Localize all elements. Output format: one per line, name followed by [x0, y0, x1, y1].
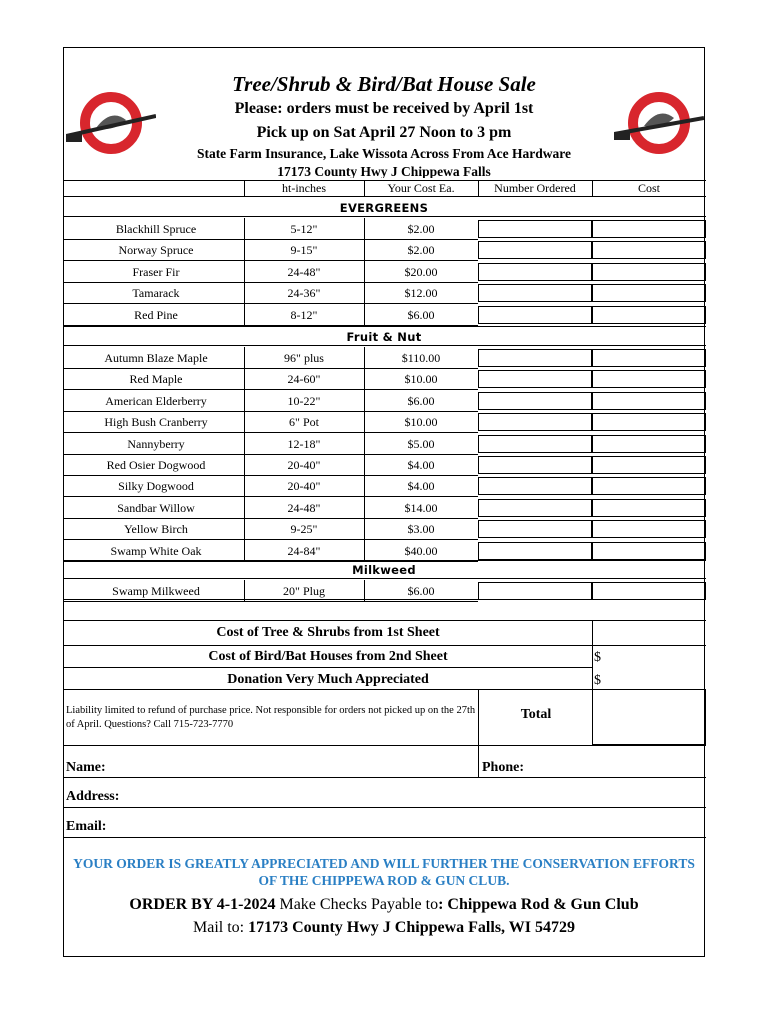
- item-name: Blackhill Spruce: [115, 222, 197, 236]
- order-by: ORDER BY 4-1-2024: [129, 896, 276, 913]
- number-ordered-field[interactable]: [478, 349, 592, 367]
- table-row: [64, 304, 704, 325]
- cost-field[interactable]: [592, 306, 706, 324]
- item-name: American Elderberry: [105, 393, 207, 408]
- number-ordered-field[interactable]: [478, 477, 592, 495]
- cost-field[interactable]: [592, 263, 706, 281]
- table-row: [64, 518, 704, 539]
- item-height: 96" plus: [284, 351, 324, 365]
- item-height: 9-25": [290, 522, 318, 537]
- item-height: 24-36": [287, 286, 321, 301]
- table-row: [64, 282, 704, 303]
- item-price: $4.00: [407, 479, 435, 494]
- number-ordered-field[interactable]: [478, 520, 592, 538]
- pickup-time: Pick up on Sat April 27 Noon to 3 pm: [256, 124, 512, 141]
- donation-dollar: $: [594, 673, 601, 688]
- item-price: $5.00: [407, 436, 435, 451]
- item-name: Fraser Fir: [132, 264, 180, 279]
- email-label: Email:: [66, 819, 107, 834]
- cost-field[interactable]: [592, 241, 706, 259]
- table-row: [64, 368, 704, 389]
- item-price: $110.00: [401, 351, 441, 365]
- number-ordered-field[interactable]: [478, 220, 592, 238]
- number-ordered-field[interactable]: [478, 392, 592, 410]
- number-ordered-field[interactable]: [478, 413, 592, 431]
- order-deadline: Please: orders must be received by April 1st: [234, 100, 534, 117]
- cost-field[interactable]: [592, 284, 706, 302]
- item-price: $2.00: [407, 243, 435, 258]
- number-ordered-field[interactable]: [478, 499, 592, 517]
- number-ordered-field[interactable]: [478, 241, 592, 259]
- number-ordered-field[interactable]: [478, 435, 592, 453]
- item-price: $10.00: [404, 372, 438, 387]
- summary-trees: Cost of Tree & Shrubs from 1st Sheet: [216, 625, 440, 640]
- appreciation-note: YOUR ORDER IS GREATLY APPRECIATED AND WILL FURTHER THE CONSERVATION EFFORTS OF THE CHIPPEWA ROD & GUN CLUB.: [73, 856, 695, 888]
- houses-dollar: $: [594, 650, 601, 665]
- item-height: 8-12": [290, 307, 318, 322]
- liability-note: Liability limited to refund of purchase price. Not responsible for orders not picked up on the 27th of April. Questions? Call 715-723-7770: [66, 705, 476, 730]
- number-ordered-field[interactable]: [478, 582, 592, 600]
- item-height: 5-12": [290, 222, 318, 236]
- table-row: [64, 433, 704, 454]
- payable-colon: :: [438, 896, 444, 913]
- item-height: 20" Plug: [283, 584, 325, 598]
- pickup-address: 17173 County Hwy J Chippewa Falls: [277, 164, 491, 178]
- item-name: Swamp White Oak: [110, 543, 202, 558]
- mail-label: Mail to:: [193, 919, 249, 936]
- total-label: Total: [520, 707, 552, 722]
- pickup-location: State Farm Insurance, Lake Wissota Across From Ace Hardware: [196, 146, 572, 161]
- col-number-ordered: Number Ordered: [494, 181, 576, 195]
- item-height: 24-48": [287, 500, 321, 515]
- item-price: $4.00: [407, 458, 435, 472]
- item-price: $6.00: [407, 307, 435, 322]
- table-row: [64, 497, 704, 518]
- table-row: [64, 390, 704, 411]
- order-form: [63, 47, 705, 957]
- table-row: [64, 540, 704, 561]
- summary-donation: Donation Very Much Appreciated: [227, 672, 429, 687]
- cost-field[interactable]: [592, 582, 706, 600]
- item-name: Silky Dogwood: [118, 479, 194, 494]
- cost-field[interactable]: [592, 349, 706, 367]
- table-row: [64, 411, 704, 432]
- item-price: $10.00: [404, 415, 438, 430]
- item-name: Red Maple: [129, 372, 183, 387]
- table-row: [64, 347, 704, 368]
- table-row: [64, 475, 704, 496]
- item-price: $20.00: [404, 264, 438, 279]
- phone-label: Phone:: [482, 760, 524, 775]
- cost-field[interactable]: [592, 520, 706, 538]
- item-height: 10-22": [287, 393, 321, 408]
- item-name: Nannyberry: [127, 436, 185, 451]
- total-field[interactable]: [592, 689, 706, 745]
- column-header: [64, 180, 704, 196]
- item-name: Sandbar Willow: [117, 500, 195, 515]
- item-height: 24-84": [287, 543, 321, 558]
- cost-field[interactable]: [592, 220, 706, 238]
- item-height: 24-48": [287, 264, 321, 279]
- payment-instructions: [64, 896, 704, 914]
- cost-field[interactable]: [592, 392, 706, 410]
- item-name: Red Pine: [134, 307, 178, 322]
- col-cost-each: Your Cost Ea.: [387, 181, 455, 195]
- cost-field[interactable]: [592, 499, 706, 517]
- col-height: ht-inches: [282, 181, 326, 195]
- item-price: $6.00: [407, 393, 435, 408]
- section-fruit-nut: Fruit & Nut: [346, 330, 422, 344]
- item-height: 20-40": [287, 458, 321, 472]
- item-name: Swamp Milkweed: [112, 584, 200, 598]
- item-name: Tamarack: [132, 286, 180, 301]
- item-height: 20-40": [287, 479, 321, 494]
- cost-field[interactable]: [592, 542, 706, 560]
- payable-label: Make Checks Payable to: [275, 896, 439, 913]
- table-row: [64, 261, 704, 282]
- item-price: $6.00: [407, 584, 435, 598]
- number-ordered-field[interactable]: [478, 284, 592, 302]
- item-price: $12.00: [404, 286, 438, 301]
- cost-field[interactable]: [592, 435, 706, 453]
- address-label: Address:: [66, 789, 120, 804]
- item-name: Yellow Birch: [124, 522, 188, 537]
- cost-field[interactable]: [592, 370, 706, 388]
- item-height: 6" Pot: [289, 415, 319, 430]
- number-ordered-field[interactable]: [478, 263, 592, 281]
- cost-field[interactable]: [592, 477, 706, 495]
- col-cost: Cost: [637, 181, 660, 195]
- item-name: Red Osier Dogwood: [106, 458, 206, 472]
- item-name: Norway Spruce: [118, 243, 194, 258]
- item-name: Autumn Blaze Maple: [104, 351, 208, 365]
- table-row: [64, 580, 704, 601]
- cost-field[interactable]: [592, 456, 706, 474]
- table-row: [64, 454, 704, 475]
- mailing-address: [64, 919, 704, 937]
- number-ordered-field[interactable]: [478, 306, 592, 324]
- table-row: [64, 218, 704, 239]
- item-height: 12-18": [287, 436, 321, 451]
- mail-address: 17173 County Hwy J Chippewa Falls, WI 54729: [248, 919, 575, 936]
- item-price: $40.00: [404, 543, 438, 558]
- number-ordered-field[interactable]: [478, 370, 592, 388]
- section-evergreens: EVERGREENS: [339, 201, 429, 215]
- cost-field[interactable]: [592, 413, 706, 431]
- item-price: $3.00: [407, 522, 435, 537]
- item-price: $14.00: [404, 500, 438, 515]
- item-height: 24-60": [287, 372, 321, 387]
- payee: Chippewa Rod & Gun Club: [443, 896, 639, 913]
- section-milkweed: Milkweed: [352, 563, 416, 577]
- summary-houses: Cost of Bird/Bat Houses from 2nd Sheet: [208, 649, 448, 664]
- number-ordered-field[interactable]: [478, 542, 592, 560]
- item-price: $2.00: [407, 222, 435, 236]
- number-ordered-field[interactable]: [478, 456, 592, 474]
- name-label: Name:: [66, 760, 106, 775]
- item-height: 9-15": [290, 243, 318, 258]
- page-title: Tree/Shrub & Bird/Bat House Sale: [232, 72, 536, 96]
- table-row: [64, 239, 704, 260]
- item-name: High Bush Cranberry: [104, 415, 208, 430]
